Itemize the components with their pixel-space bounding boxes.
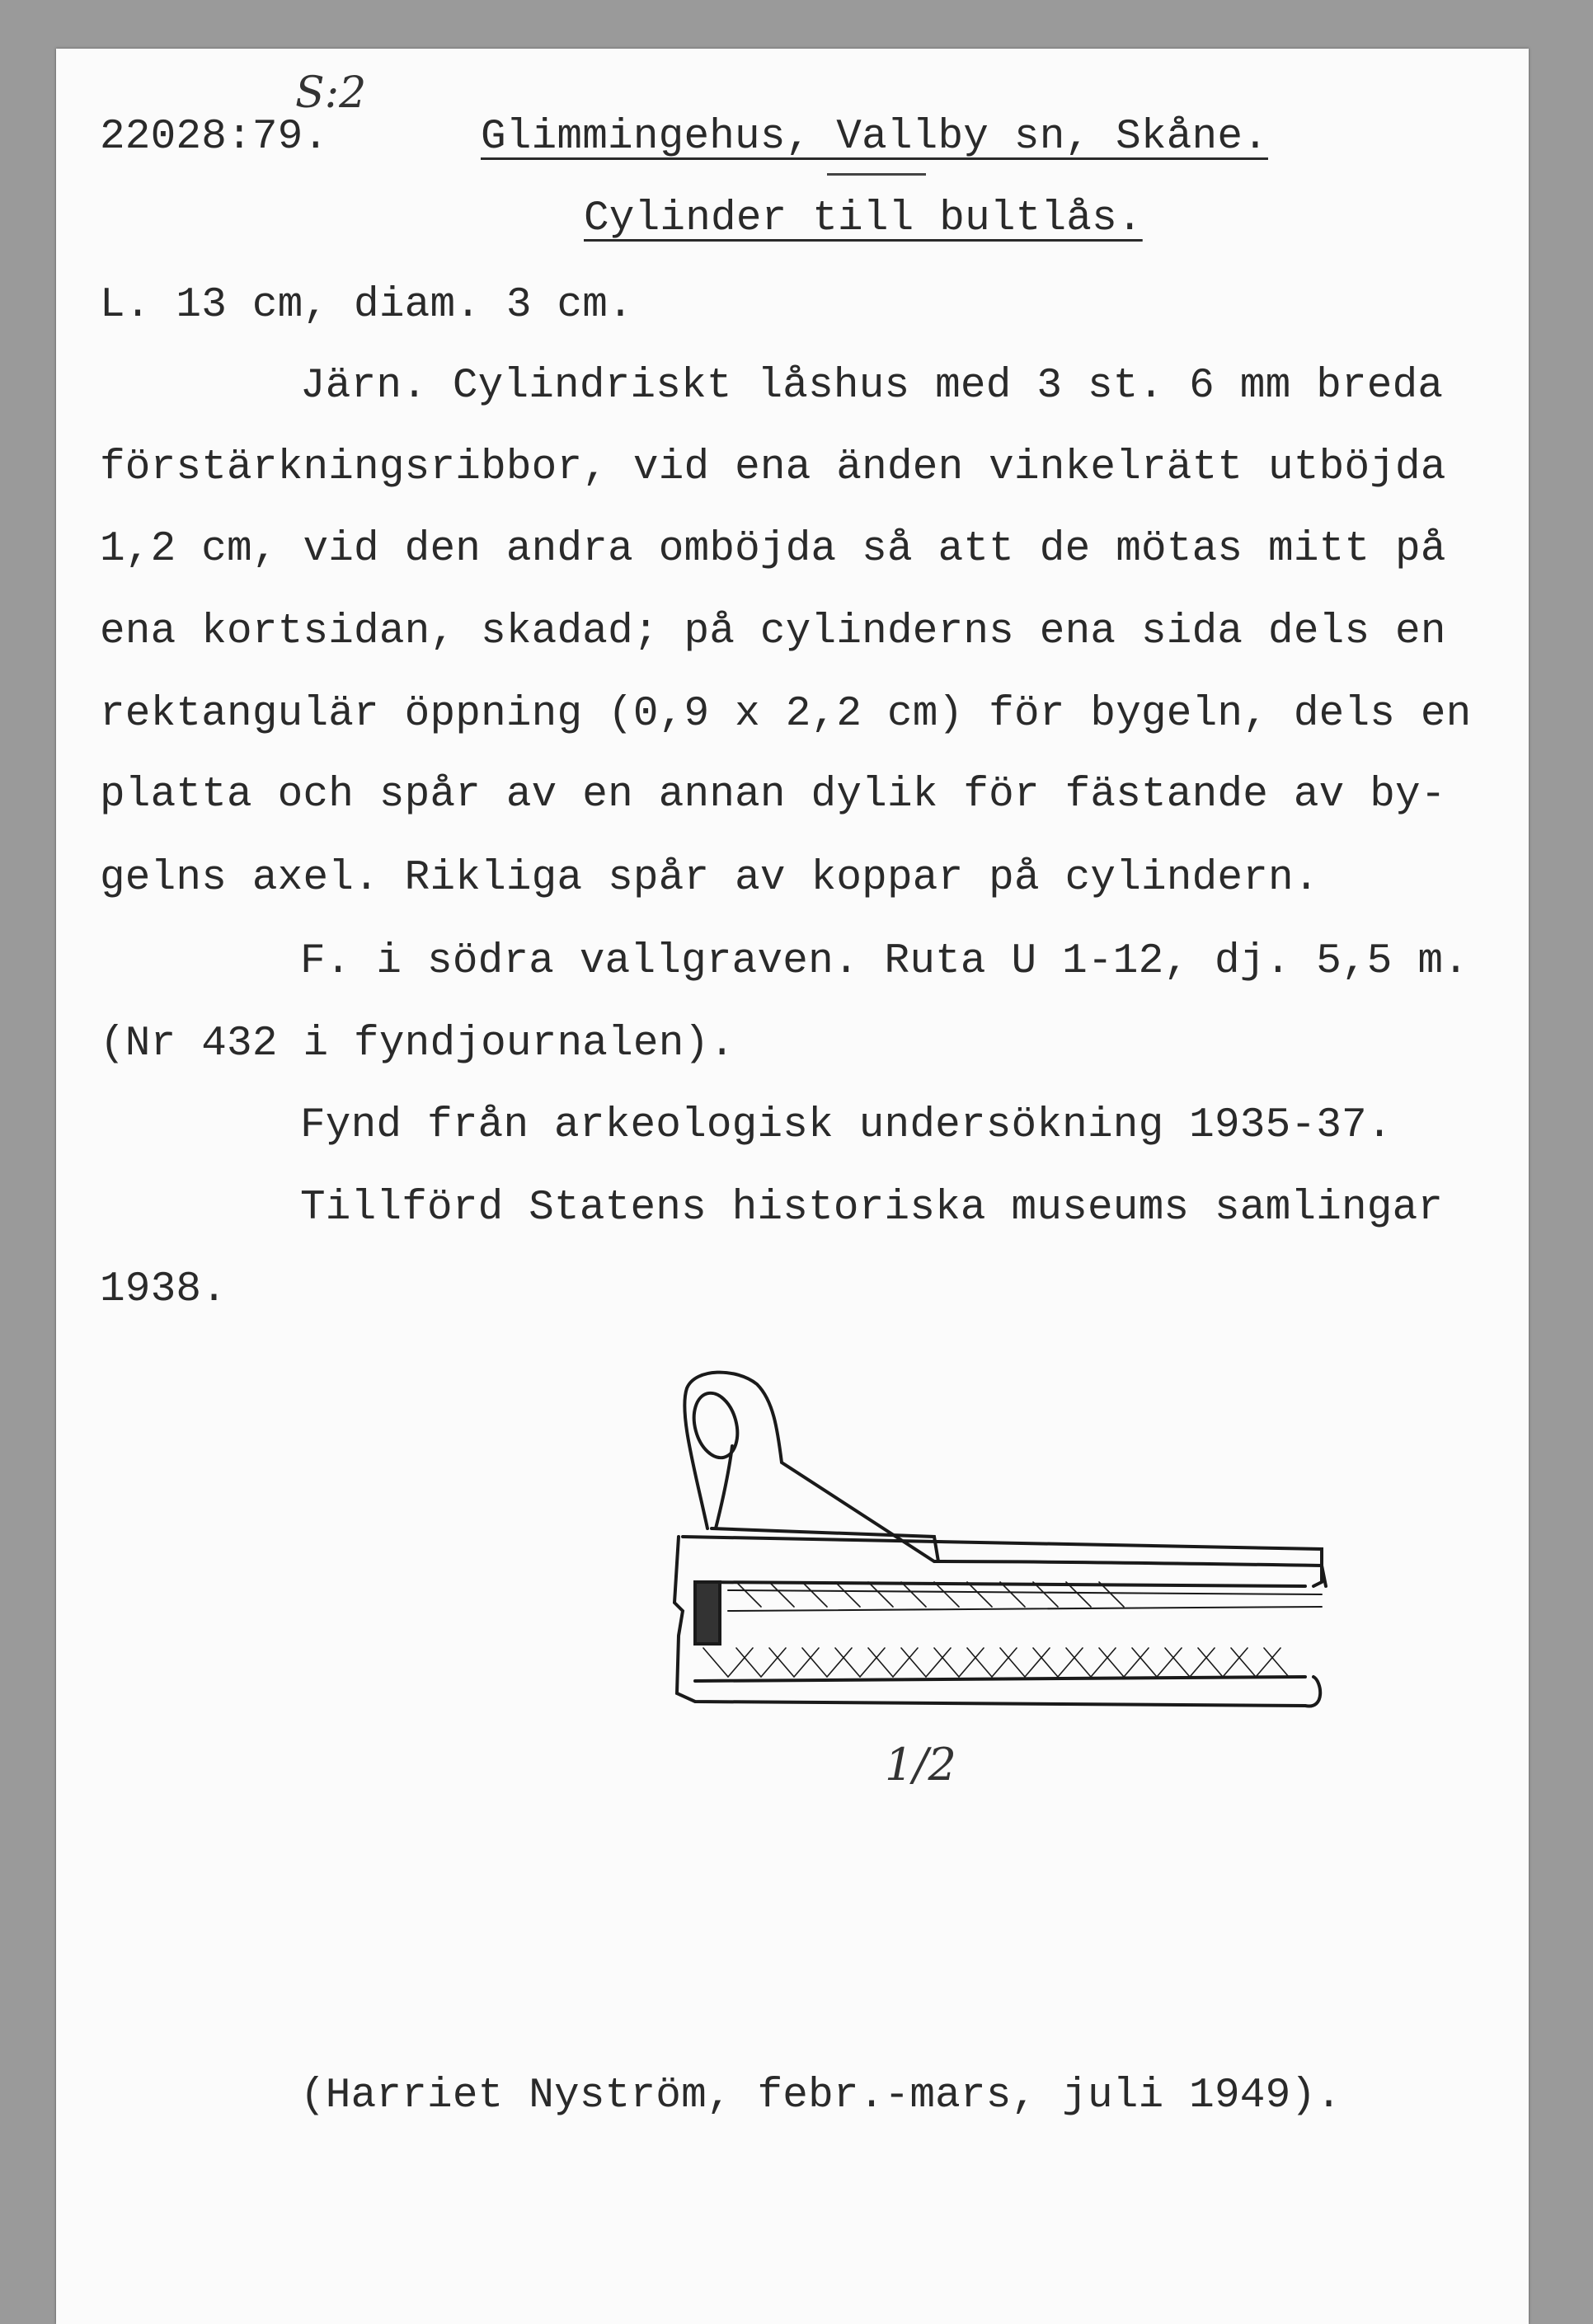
inventory-number: 22028:79. — [100, 114, 329, 161]
description-line: 1,2 cm, vid den andra omböjda så att de mötas mitt på — [100, 526, 1446, 573]
author-note: (Harriet Nyström, febr.-mars, juli 1949). — [300, 2073, 1342, 2120]
description-line: Järn. Cylindriskt låshus med 3 st. 6 mm breda — [300, 363, 1444, 410]
dimensions: L. 13 cm, diam. 3 cm. — [100, 282, 633, 329]
find-line: F. i södra vallgraven. Ruta U 1-12, dj. 5,5 m. — [300, 938, 1469, 985]
divider — [827, 173, 926, 176]
scale-label: 1/2 — [885, 1739, 956, 1791]
description-line: ena kortsidan, skadad; på cylinderns ena sida dels en — [100, 608, 1446, 655]
description-line: platta och spår av en annan dylik för fästande av by- — [100, 772, 1446, 819]
shelf-mark: S:2 — [295, 68, 367, 118]
find-location: Glimmingehus, Vallby sn, Skåne. — [481, 114, 1268, 161]
catalog-card — [56, 49, 1529, 2324]
lock-cylinder-drawing — [662, 1364, 1346, 1726]
description-line: gelns axel. Rikliga spår av koppar på cylindern. — [100, 855, 1319, 902]
accession-year: 1938. — [100, 1266, 228, 1313]
object-title: Cylinder till bultlås. — [584, 195, 1143, 242]
description-line: förstärkningsribbor, vid ena änden vinkelrätt utböjda — [100, 444, 1446, 491]
description-line: rektangulär öppning (0,9 x 2,2 cm) för bygeln, dels en — [100, 691, 1472, 738]
find-line: (Nr 432 i fyndjournalen). — [100, 1021, 735, 1068]
accession-line: Tillförd Statens historiska museums samlingar — [300, 1185, 1444, 1232]
excavation-line: Fynd från arkeologisk undersökning 1935-37. — [300, 1102, 1393, 1149]
